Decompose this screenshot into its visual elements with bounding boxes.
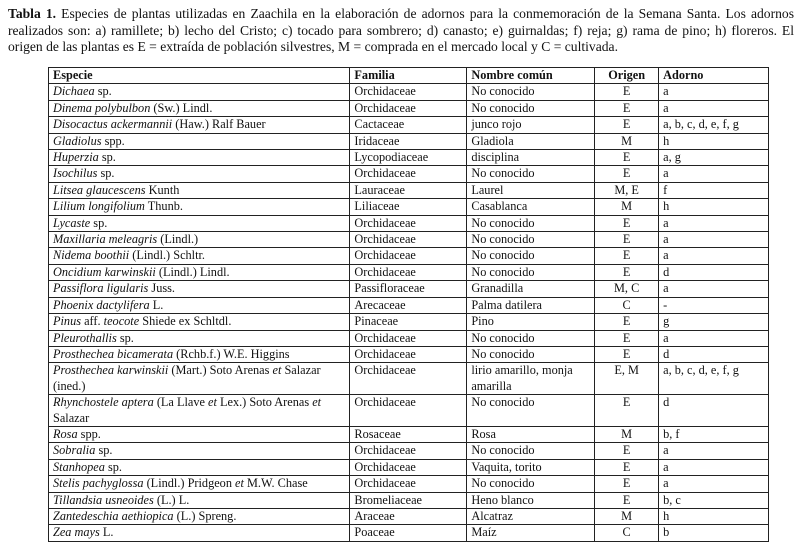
- cell-species: [49, 215, 350, 231]
- cell-origin: M: [595, 199, 659, 215]
- cell-species: [49, 443, 350, 459]
- table-row: [49, 215, 769, 231]
- cell-common-name: Heno blanco: [467, 492, 595, 508]
- cell-species: [49, 182, 350, 198]
- cell-species: [49, 363, 350, 395]
- cell-origin: E: [595, 314, 659, 330]
- species-text-segment: Salazar: [53, 410, 90, 425]
- cell-family: Passifloraceae: [350, 281, 467, 297]
- table-row: [49, 297, 769, 313]
- cell-species: [49, 150, 350, 166]
- cell-adorno: d: [659, 264, 769, 280]
- table-row: [49, 314, 769, 330]
- cell-origin: M: [595, 508, 659, 524]
- cell-species: [49, 264, 350, 280]
- cell-family: Orchidaceae: [350, 232, 467, 248]
- cell-common-name: No conocido: [467, 443, 595, 459]
- species-text-segment: Salazar (ined.): [53, 363, 321, 393]
- cell-adorno: a: [659, 281, 769, 297]
- species-italic-segment: teocote: [103, 314, 140, 329]
- cell-origin: E: [595, 492, 659, 508]
- cell-species: [49, 248, 350, 264]
- cell-adorno: a: [659, 215, 769, 231]
- table-row: [49, 525, 769, 541]
- table-row: [49, 426, 769, 442]
- species-text-segment: sp.: [116, 330, 134, 345]
- cell-species: [49, 100, 350, 116]
- cell-family: Bromeliaceae: [350, 492, 467, 508]
- cell-family: Orchidaceae: [350, 248, 467, 264]
- cell-family: Orchidaceae: [350, 166, 467, 182]
- table-row: [49, 476, 769, 492]
- cell-species: [49, 314, 350, 330]
- table-row: [49, 117, 769, 133]
- cell-common-name: disciplina: [467, 150, 595, 166]
- cell-family: Orchidaceae: [350, 264, 467, 280]
- table-row: [49, 100, 769, 116]
- species-italic-segment: Maxillaria meleagris: [53, 232, 158, 247]
- species-text-segment: sp.: [95, 443, 113, 458]
- cell-common-name: No conocido: [467, 476, 595, 492]
- cell-origin: E: [595, 459, 659, 475]
- cell-species: [49, 232, 350, 248]
- species-text-segment: sp.: [104, 459, 123, 474]
- cell-species: [49, 281, 350, 297]
- cell-origin: E: [595, 150, 659, 166]
- cell-common-name: Granadilla: [467, 281, 595, 297]
- cell-common-name: No conocido: [467, 84, 595, 100]
- species-italic-segment: Dinema polybulbon: [53, 100, 151, 115]
- cell-adorno: h: [659, 199, 769, 215]
- species-italic-segment: Rosa: [53, 426, 78, 441]
- cell-family: Rosaceae: [350, 426, 467, 442]
- cell-common-name: Vaquita, torito: [467, 459, 595, 475]
- cell-common-name: Maíz: [467, 525, 595, 541]
- cell-species: [49, 426, 350, 442]
- cell-common-name: Rosa: [467, 426, 595, 442]
- cell-common-name: No conocido: [467, 330, 595, 346]
- cell-adorno: a: [659, 459, 769, 475]
- cell-common-name: No conocido: [467, 166, 595, 182]
- cell-family: Araceae: [350, 508, 467, 524]
- species-text-segment: L.: [99, 525, 114, 540]
- cell-origin: M: [595, 133, 659, 149]
- cell-common-name: No conocido: [467, 215, 595, 231]
- cell-common-name: No conocido: [467, 346, 595, 362]
- cell-family: Lauraceae: [350, 182, 467, 198]
- cell-species: [49, 117, 350, 133]
- species-italic-segment: Dichaea: [53, 84, 95, 99]
- table-row: [49, 459, 769, 475]
- cell-species: [49, 330, 350, 346]
- species-text-segment: sp.: [94, 84, 112, 99]
- header-origen: Origen: [595, 68, 659, 84]
- species-italic-segment: Stelis pachyglossa: [53, 476, 144, 491]
- species-italic-segment: Pleurothallis: [53, 330, 117, 345]
- species-italic-segment: Huperzia: [53, 150, 99, 165]
- species-text-segment: (La Llave: [153, 395, 209, 410]
- cell-origin: M, E: [595, 182, 659, 198]
- species-text-segment: (Mart.) Soto Arenas: [168, 363, 273, 378]
- species-text-segment: aff.: [81, 314, 104, 329]
- cell-species: [49, 166, 350, 182]
- species-italic-segment: Zea mays: [53, 525, 100, 540]
- cell-family: Orchidaceae: [350, 215, 467, 231]
- table-row: [49, 330, 769, 346]
- cell-common-name: No conocido: [467, 100, 595, 116]
- cell-adorno: a, b, c, d, e, f, g: [659, 363, 769, 395]
- species-text-segment: (Sw.) Lindl.: [150, 100, 213, 115]
- species-text-segment: (Lindl.) Lindl.: [155, 264, 230, 279]
- species-italic-segment: Stanhopea: [53, 459, 105, 474]
- cell-adorno: g: [659, 314, 769, 330]
- species-text-segment: (Haw.) Ralf Bauer: [172, 117, 266, 132]
- cell-origin: E: [595, 84, 659, 100]
- table-row: [49, 281, 769, 297]
- cell-adorno: b, c: [659, 492, 769, 508]
- cell-adorno: a: [659, 330, 769, 346]
- cell-common-name: No conocido: [467, 264, 595, 280]
- cell-adorno: f: [659, 182, 769, 198]
- species-italic-segment: Sobralia: [53, 443, 96, 458]
- table-row: [49, 264, 769, 280]
- cell-origin: C: [595, 525, 659, 541]
- species-text-segment: M.W. Chase: [243, 476, 308, 491]
- table-caption: [8, 6, 794, 56]
- cell-origin: E: [595, 264, 659, 280]
- cell-common-name: Casablanca: [467, 199, 595, 215]
- cell-adorno: a, g: [659, 150, 769, 166]
- cell-origin: E: [595, 476, 659, 492]
- cell-species: [49, 508, 350, 524]
- table-row: [49, 150, 769, 166]
- cell-family: Orchidaceae: [350, 443, 467, 459]
- cell-adorno: a: [659, 248, 769, 264]
- caption-text: Especies de plantas utilizadas en Zaachila en la elaboración de adornos para la conmemoración de la Semana Santa. Los adornos realizados son: a) ramillete; b) lecho del Cristo; c) tocado para sombrero; d) canasto; e) guirnaldas; f) reja; g) rama de pino; h) floreros. El origen de las plantas es E = extraída de población silvestres, M = comprada en el mercado local y C = cultivada.: [8, 6, 794, 55]
- cell-species: [49, 476, 350, 492]
- table-row: [49, 199, 769, 215]
- cell-common-name: lirio amarillo, monja amarilla: [467, 363, 595, 395]
- cell-family: Iridaceae: [350, 133, 467, 149]
- table-row: [49, 182, 769, 198]
- cell-species: [49, 525, 350, 541]
- cell-origin: M: [595, 426, 659, 442]
- cell-origin: E: [595, 443, 659, 459]
- cell-adorno: a: [659, 232, 769, 248]
- cell-family: Orchidaceae: [350, 330, 467, 346]
- cell-origin: E: [595, 248, 659, 264]
- cell-family: Orchidaceae: [350, 100, 467, 116]
- cell-adorno: d: [659, 346, 769, 362]
- cell-origin: E: [595, 395, 659, 427]
- cell-common-name: Palma datilera: [467, 297, 595, 313]
- cell-family: Orchidaceae: [350, 84, 467, 100]
- species-italic-segment: Prosthechea karwinskii: [53, 363, 169, 378]
- cell-adorno: b, f: [659, 426, 769, 442]
- table-row: [49, 363, 769, 395]
- cell-common-name: Alcatraz: [467, 508, 595, 524]
- species-italic-segment: et: [312, 395, 322, 410]
- cell-adorno: a: [659, 166, 769, 182]
- table-row: [49, 443, 769, 459]
- species-text-segment: Thunb.: [144, 199, 183, 214]
- cell-family: Arecaceae: [350, 297, 467, 313]
- species-text-segment: spp.: [101, 133, 125, 148]
- cell-family: Orchidaceae: [350, 459, 467, 475]
- species-text-segment: Kunth: [145, 182, 180, 197]
- species-text-segment: (Lindl.) Pridgeon: [143, 476, 236, 491]
- species-italic-segment: Disocactus ackermannii: [53, 117, 173, 132]
- header-row: [49, 68, 769, 84]
- species-text-segment: Lex.) Soto Arenas: [216, 395, 313, 410]
- cell-origin: E: [595, 330, 659, 346]
- species-text-segment: (Lindl.) Schltr.: [129, 248, 205, 263]
- species-italic-segment: Prosthechea bicamerata: [53, 346, 174, 361]
- cell-family: Poaceae: [350, 525, 467, 541]
- species-text-segment: sp.: [90, 215, 108, 230]
- species-italic-segment: Lycaste: [53, 215, 91, 230]
- cell-adorno: a: [659, 476, 769, 492]
- cell-species: [49, 346, 350, 362]
- species-text-segment: (L.) Spreng.: [173, 508, 237, 523]
- cell-species: [49, 459, 350, 475]
- cell-adorno: h: [659, 508, 769, 524]
- species-italic-segment: Phoenix dactylifera: [53, 297, 150, 312]
- cell-origin: E: [595, 232, 659, 248]
- header-nombre-comun: Nombre común: [467, 68, 595, 84]
- species-text-segment: sp.: [98, 150, 116, 165]
- table-row: [49, 232, 769, 248]
- cell-origin: E: [595, 346, 659, 362]
- cell-adorno: a, b, c, d, e, f, g: [659, 117, 769, 133]
- cell-common-name: No conocido: [467, 248, 595, 264]
- cell-common-name: Gladiola: [467, 133, 595, 149]
- species-text-segment: Shiede ex Schltdl.: [139, 314, 232, 329]
- header-adorno: Adorno: [659, 68, 769, 84]
- species-text-segment: L.: [149, 297, 164, 312]
- species-text-segment: Juss.: [148, 281, 175, 296]
- cell-origin: M, C: [595, 281, 659, 297]
- table-row: [49, 133, 769, 149]
- caption-label: Tabla 1.: [8, 6, 57, 21]
- cell-family: Liliaceae: [350, 199, 467, 215]
- cell-common-name: Pino: [467, 314, 595, 330]
- cell-origin: C: [595, 297, 659, 313]
- table-row: [49, 395, 769, 427]
- species-italic-segment: Gladiolus: [53, 133, 102, 148]
- table-row: [49, 492, 769, 508]
- species-italic-segment: et: [272, 363, 282, 378]
- cell-adorno: a: [659, 100, 769, 116]
- species-italic-segment: Isochilus: [53, 166, 98, 181]
- species-text-segment: spp.: [77, 426, 101, 441]
- table-row: [49, 166, 769, 182]
- species-italic-segment: Tillandsia usneoides: [53, 492, 154, 507]
- species-text-segment: (L.) L.: [153, 492, 190, 507]
- table-row: [49, 346, 769, 362]
- cell-origin: E, M: [595, 363, 659, 395]
- cell-species: [49, 199, 350, 215]
- species-italic-segment: Lilium longifolium: [53, 199, 145, 214]
- cell-family: Orchidaceae: [350, 395, 467, 427]
- cell-species: [49, 492, 350, 508]
- cell-common-name: No conocido: [467, 395, 595, 427]
- table-row: [49, 508, 769, 524]
- species-text-segment: (Rchb.f.) W.E. Higgins: [173, 346, 290, 361]
- cell-species: [49, 395, 350, 427]
- species-italic-segment: Zantedeschia aethiopica: [53, 508, 174, 523]
- cell-family: Orchidaceae: [350, 476, 467, 492]
- cell-species: [49, 297, 350, 313]
- cell-origin: E: [595, 166, 659, 182]
- cell-adorno: d: [659, 395, 769, 427]
- species-italic-segment: Passiflora ligularis: [53, 281, 149, 296]
- cell-origin: E: [595, 215, 659, 231]
- cell-common-name: No conocido: [467, 232, 595, 248]
- header-especie: Especie: [49, 68, 350, 84]
- header-familia: Familia: [350, 68, 467, 84]
- cell-common-name: Laurel: [467, 182, 595, 198]
- species-italic-segment: et: [208, 395, 217, 410]
- cell-adorno: h: [659, 133, 769, 149]
- species-italic-segment: Oncidium karwinskii: [53, 264, 156, 279]
- species-italic-segment: Rhynchostele aptera: [53, 395, 154, 410]
- species-italic-segment: Litsea glaucescens: [53, 182, 146, 197]
- table-row: [49, 84, 769, 100]
- species-italic-segment: Pinus: [53, 314, 82, 329]
- cell-adorno: a: [659, 443, 769, 459]
- species-text-segment: (Lindl.): [157, 232, 199, 247]
- cell-adorno: a: [659, 84, 769, 100]
- cell-family: Orchidaceae: [350, 346, 467, 362]
- cell-adorno: -: [659, 297, 769, 313]
- cell-family: Orchidaceae: [350, 363, 467, 395]
- cell-family: Cactaceae: [350, 117, 467, 133]
- cell-origin: E: [595, 100, 659, 116]
- cell-family: Pinaceae: [350, 314, 467, 330]
- table-body: [49, 84, 769, 541]
- cell-family: Lycopodiaceae: [350, 150, 467, 166]
- species-text-segment: sp.: [97, 166, 115, 181]
- cell-adorno: b: [659, 525, 769, 541]
- table-row: [49, 248, 769, 264]
- cell-origin: E: [595, 117, 659, 133]
- species-italic-segment: et: [235, 476, 244, 491]
- species-italic-segment: Nidema boothii: [53, 248, 130, 263]
- cell-common-name: junco rojo: [467, 117, 595, 133]
- species-table: [48, 67, 769, 542]
- cell-species: [49, 84, 350, 100]
- cell-species: [49, 133, 350, 149]
